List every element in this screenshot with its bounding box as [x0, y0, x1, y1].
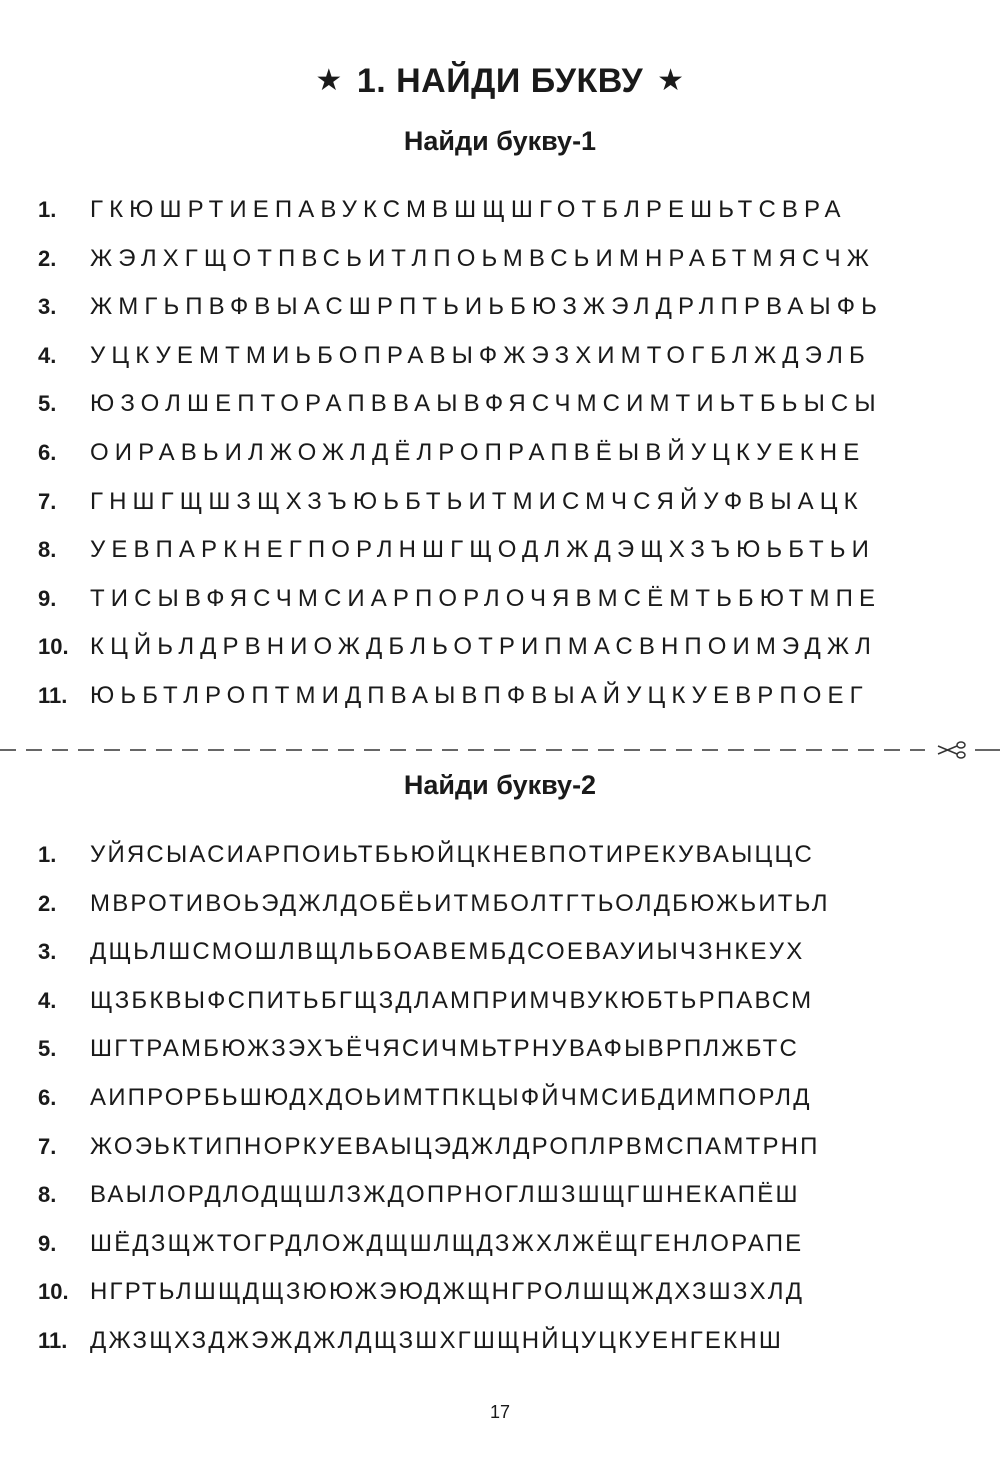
- row-letters: КЦЙЬЛДРВНИОЖДБЛЬОТРИПМАСВНПОИМЭДЖЛ: [90, 633, 877, 661]
- letter-row: [38, 1220, 968, 1269]
- row-letters: ЮЗОЛШЕПТОРАПВВАЫВФЯСЧМСИМТИЬТБЬЫСЫ: [90, 390, 882, 418]
- row-letters: ТИСЫВФЯСЧМСИАРПОРЛОЧЯВМСЁМТЬБЮТМПЕ: [90, 584, 882, 612]
- letter-row: [38, 186, 968, 235]
- row-number: 2.: [38, 890, 57, 916]
- section-1-rows: [38, 186, 968, 721]
- row-letters: АИПРОРБЬШЮДХДОЬИМТПКЦЫФЙЧМСИБДИМПОРЛД: [90, 1083, 812, 1111]
- row-number: 10.: [38, 1279, 69, 1305]
- row-number: 2.: [38, 245, 57, 271]
- row-letters: УЕВПАРКНЕГПОРЛНШГЩОДЛЖДЭЩХЗЪЮЬБТЬИ: [90, 536, 876, 564]
- letter-row: [38, 526, 968, 575]
- row-letters: ОИРАВЬИЛЖОЖЛДЁЛРОПРАПВЁЫВЙУЦКУЕКНЕ: [90, 438, 866, 466]
- letter-row: [38, 575, 968, 624]
- row-letters: ВАЫЛОРДЛОДЩШЛЗЖДОПРНОГЛШЗШЩГШНЕКАПЁШ: [90, 1181, 800, 1209]
- row-letters: МВРОТИВОЬЭДЖЛДОБЁЬИТМБОЛТГТЬОЛДБЮЖЬИТЬЛ: [90, 889, 830, 917]
- page-title-text: 1. НАЙДИ БУКВУ: [356, 62, 644, 100]
- row-letters: ШГТРАМБЮЖЗЭХЪЁЧЯСИЧМЬТРНУВАФЫВРПЛЖБТС: [90, 1035, 800, 1063]
- star-icon: ★: [657, 64, 685, 97]
- letter-row: [38, 380, 968, 429]
- row-letters: НГРТЬЛШЩДЩЗЮЮЖЭЮДЖЩНГРОЛШЩЖДХЗШЗХЛД: [90, 1278, 805, 1306]
- page-title: [0, 62, 1000, 101]
- letter-row: [38, 880, 968, 929]
- letter-row: [38, 623, 968, 672]
- letter-row: [38, 928, 968, 977]
- section-1-title: Найди букву-1: [403, 126, 597, 156]
- row-letters: УЙЯСЫАСИАРПОИЬТБЬЮЙЦКНЕВПОТИРЕКУВАЫЦЦС: [90, 841, 814, 868]
- row-letters: УЦКУЕМТМИЬБОПРАВЫФЖЭЗХИМТОГБЛЖДЭЛБ: [90, 341, 871, 369]
- row-number: 5.: [38, 391, 57, 417]
- row-number: 7.: [38, 488, 57, 514]
- section-2-title: Найди букву-2: [403, 770, 597, 800]
- row-letters: ЖМГЬПВФВЫАСШРПТЬИЬБЮЗЖЭЛДРЛПРВАЫФЬ: [90, 293, 883, 321]
- letter-row: [38, 283, 968, 332]
- row-letters: ГНШГЩШЗЩХЗЪЮЬБТЬИТМИСМЧСЯЙУФВЫАЦК: [90, 487, 864, 515]
- row-letters: ЮЬБТЛРОПТМИДПВАЫВПФВЫАЙУЦКУЕВРПОЕГ: [90, 681, 869, 709]
- letter-row: [38, 1123, 968, 1172]
- row-number: 11.: [38, 1327, 68, 1353]
- letter-row: [38, 332, 968, 381]
- row-number: 1.: [38, 197, 57, 222]
- letter-row: [38, 1025, 968, 1074]
- scissors-icon: [938, 742, 965, 758]
- star-icon: ★: [315, 64, 343, 97]
- row-number: 10.: [38, 634, 69, 660]
- section-2-rows: [38, 831, 968, 1366]
- letter-row: [38, 672, 968, 721]
- letter-row: [38, 831, 968, 880]
- row-letters: ДЩЬЛШСМОШЛВЩЛЬБОАВЕМБДСОЕВАУИЫЧЗНКЕУХ: [90, 938, 805, 966]
- row-number: 9.: [38, 585, 57, 611]
- row-number: 8.: [38, 1182, 57, 1208]
- row-letters: ДЖЗЩХЗДЖЭЖДЖЛДЩЗШХГШЩНЙЦУЦКУЕНГЕКНШ: [90, 1326, 784, 1354]
- row-number: 1.: [38, 842, 57, 867]
- letter-row: [38, 1317, 968, 1366]
- letter-row: [38, 478, 968, 527]
- row-letters: ЖОЭЬКТИПНОРКУЕВАЫЦЭДЖЛДРОПЛРВМСПАМТРНП: [90, 1132, 820, 1160]
- row-letters: ГКЮШРТИЕПАВУКСМВШЩШГОТБЛРЕШЬТСВРА: [90, 196, 847, 223]
- row-number: 5.: [38, 1036, 57, 1062]
- row-number: 11.: [38, 682, 68, 708]
- row-letters: ЖЭЛХГЩОТПВСЬИТЛПОЬМВСЬИМНРАБТМЯСЧЖ: [90, 244, 876, 272]
- letter-row: [38, 1268, 968, 1317]
- page-number: 17: [489, 1402, 511, 1422]
- letter-row: [38, 1074, 968, 1123]
- letter-row: [38, 235, 968, 284]
- row-number: 3.: [38, 939, 57, 965]
- row-letters: ЩЗБКВЫФСПИТЬБГЩЗДЛАМПРИМЧВУКЮБТЬРПАВСМ: [90, 986, 814, 1014]
- row-number: 6.: [38, 439, 57, 465]
- row-number: 7.: [38, 1133, 57, 1159]
- row-number: 6.: [38, 1084, 57, 1110]
- letter-row: [38, 429, 968, 478]
- row-number: 3.: [38, 294, 57, 320]
- letter-row: [38, 1171, 968, 1220]
- row-number: 4.: [38, 987, 57, 1013]
- row-number: 4.: [38, 342, 57, 368]
- cut-line: [0, 740, 1000, 760]
- row-number: 8.: [38, 537, 57, 563]
- letter-row: [38, 977, 968, 1026]
- row-letters: ШЁДЗЩЖТОГРДЛОЖДЩШЛЩДЗЖХЛЖЁЩГЕНЛОРАПЕ: [90, 1229, 804, 1257]
- row-number: 9.: [38, 1230, 57, 1256]
